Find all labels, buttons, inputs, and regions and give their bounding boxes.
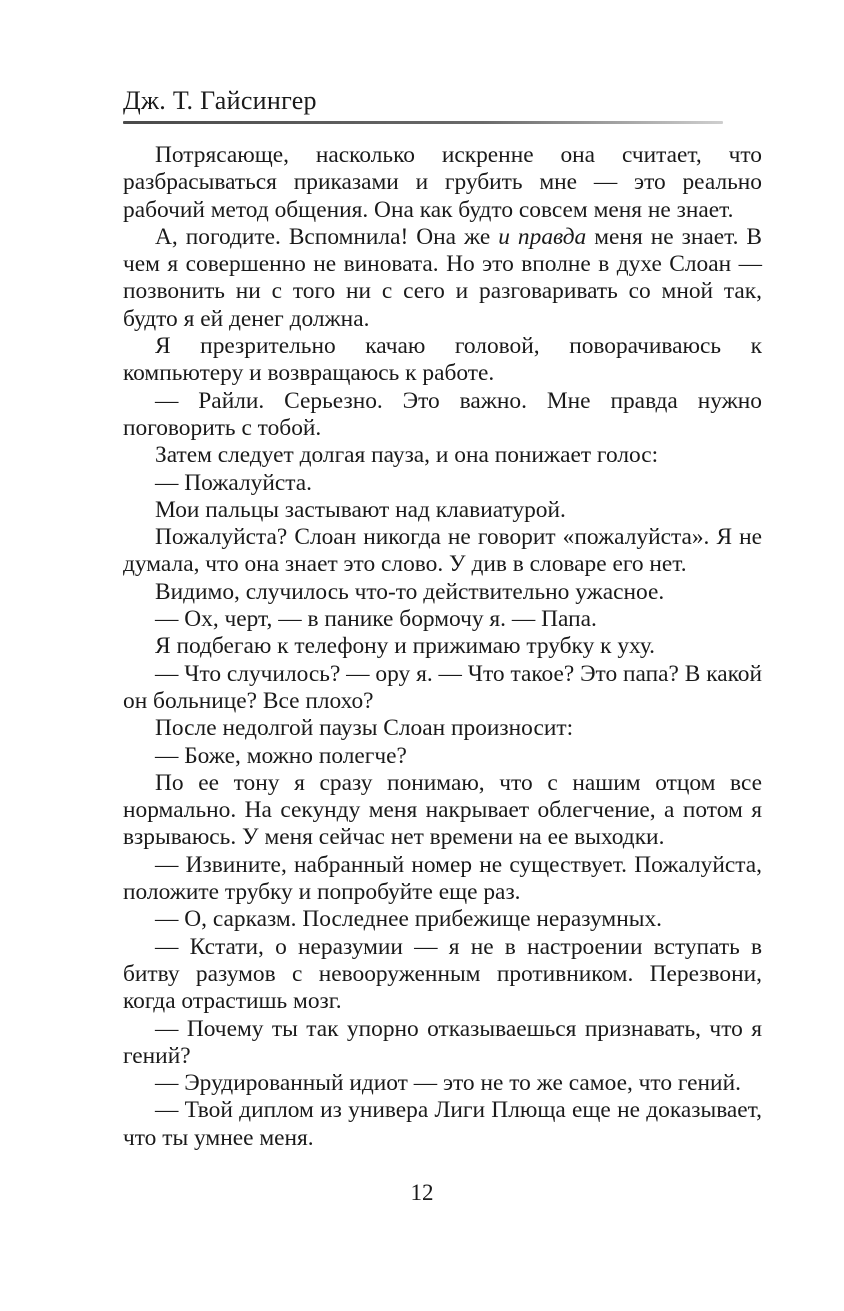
page-number: 12 xyxy=(410,1180,434,1205)
paragraph-emphasis: и правда xyxy=(498,223,587,250)
paragraph: Мои пальцы застывают над клавиатурой. xyxy=(155,496,566,523)
paragraph: — Почему ты так упорно отказываешься признавать, что я гений? xyxy=(123,1015,762,1069)
paragraph: После недолгой паузы Слоан произносит: xyxy=(155,715,574,742)
paragraph-text: меня не знает. В чем я совершенно не виновата. Но это вполне в духе Слоан — позвонить ни с того ни с сего и разговаривать со мной так, будто я ей денег должна. xyxy=(123,223,762,332)
paragraph: — Кстати, о неразумии — я не в настроении вступать в битву разумов с невооруженным противником. Перезвони, когда отрастишь мозг. xyxy=(123,933,762,1015)
paragraph: По ее тону я сразу понимаю, что с нашим отцом все нормально. На секунду меня накрывает облегчение, а потом я взрываюсь. У меня сейчас нет времени на ее выходки. xyxy=(123,769,762,851)
header-rule xyxy=(123,121,723,124)
paragraph: — Что случилось? — ору я. — Что такое? Это папа? В какой он больнице? Все плохо? xyxy=(123,660,762,714)
paragraph: Я подбегаю к телефону и прижимаю трубку к уху. xyxy=(155,633,656,660)
paragraph: Затем следует долгая пауза, и она понижает голос: xyxy=(155,442,659,469)
paragraph: — О, сарказм. Последнее прибежище неразумных. xyxy=(155,906,663,933)
paragraph: Я презрительно качаю головой, поворачиваюсь к компьютеру и возвращаюсь к работе. xyxy=(123,333,762,387)
paragraph: — Извините, набранный номер не существует. Пожалуйста, положите трубку и попробуйте еще раз. xyxy=(123,851,762,906)
paragraph: — Твой диплом из универа Лиги Плюща еще не доказывает, что ты умнее меня. xyxy=(123,1097,762,1151)
paragraph-text: А, погодите. Вспомнила! Она же xyxy=(155,223,499,250)
body-text xyxy=(123,142,762,1152)
paragraph: Пожалуйста? Слоан никогда не говорит «пожалуйста». Я не думала, что она знает это слово. У див в словаре его нет. xyxy=(123,524,762,578)
paragraph: Потрясающе, насколько искренне она считает, что разбрасываться приказами и грубить мне — это реально рабочий метод общения. Она как будто совсем меня не знает. xyxy=(123,142,762,223)
paragraph: — Пожалуйста. xyxy=(155,469,312,496)
running-head: Дж. Т. Гайсингер xyxy=(123,86,317,115)
paragraph xyxy=(123,224,762,333)
paragraph: — Эрудированный идиот — это не то же самое, что гений. xyxy=(155,1070,741,1097)
paragraph: — Ох, черт, — в панике бормочу я. — Папа. xyxy=(155,606,597,633)
paragraph: Видимо, случилось что-то действительно ужасное. xyxy=(155,578,665,605)
paragraph: — Боже, можно полегче? xyxy=(155,742,407,769)
paragraph: — Райли. Серьезно. Это важно. Мне правда нужно поговорить с тобой. xyxy=(123,387,762,441)
